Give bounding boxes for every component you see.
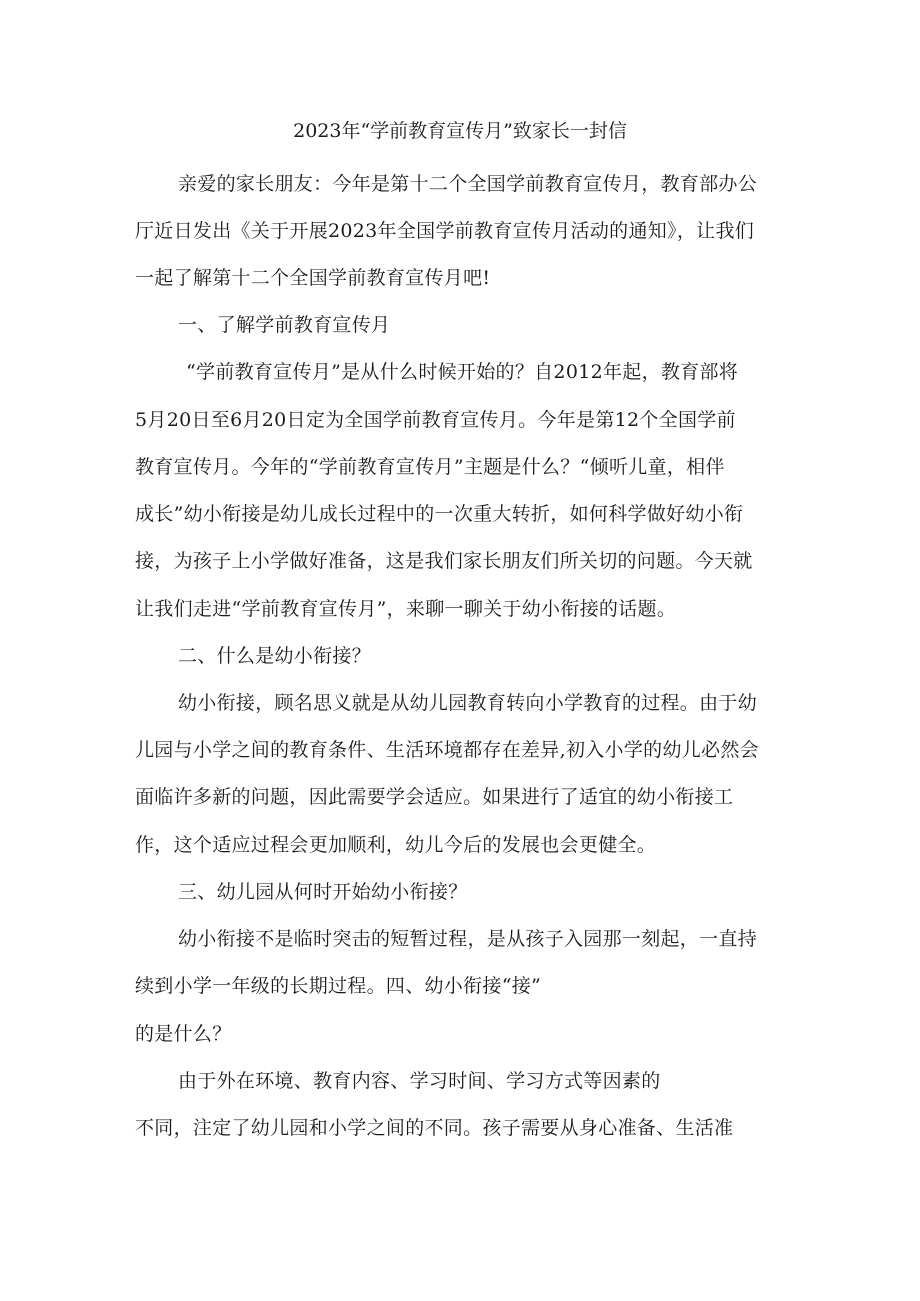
paragraph-line: 5月20日至6月20日定为全国学前教育宣传月。今年是第12个全国学前 xyxy=(135,409,736,431)
paragraph-line: 厅近日发出《关于开展2023年全国学前教育宣传月活动的通知》，让我们 xyxy=(135,220,755,242)
section-heading: 二、什么是幼小衔接？ xyxy=(178,645,372,667)
section-heading: 一、了解学前教育宣传月 xyxy=(178,314,391,336)
paragraph-line: 一起了解第十二个全国学前教育宣传月吧! xyxy=(135,267,491,289)
paragraph-line: 教育宣传月。今年的“学前教育宣传月”主题是什么？“倾听儿童，相伴 xyxy=(135,456,725,478)
paragraph-line: 幼小衔接不是临时突击的短暂过程，是从孩子入园那一刻起，一直持 xyxy=(178,928,758,950)
paragraph-line: 由于外在环境、教育内容、学习时间、学习方式等因素的 xyxy=(178,1070,661,1092)
paragraph-line: 亲爱的家长朋友：今年是第十二个全国学前教育宣传月，教育部办公 xyxy=(178,173,758,195)
paragraph-line: 作，这个适应过程会更加顺利，幼儿今后的发展也会更健全。 xyxy=(135,834,657,856)
paragraph-line: 的是什么？ xyxy=(135,1023,232,1045)
paragraph-line: 续到小学一年级的长期过程。四、幼小衔接“接” xyxy=(135,975,542,997)
paragraph-line: 面临许多新的问题，因此需要学会适应。如果进行了适宜的幼小衔接工 xyxy=(135,786,734,808)
paragraph-line: 接，为孩子上小学做好准备，这是我们家长朋友们所关切的问题。今天就 xyxy=(135,550,753,572)
document-title: 2023年“学前教育宣传月”致家长一封信 xyxy=(293,120,627,142)
section-heading: 三、幼儿园从何时开始幼小衔接？ xyxy=(178,881,468,903)
paragraph-line: 幼小衔接，顾名思义就是从幼儿园教育转向小学教育的过程。由于幼 xyxy=(178,692,758,714)
paragraph-line: 儿园与小学之间的教育条件、生活环境都存在差异,初入小学的幼儿必然会 xyxy=(135,739,759,761)
paragraph-line: 成长”幼小衔接是幼儿成长过程中的一次重大转折，如何科学做好幼小衔 xyxy=(135,503,744,525)
paragraph-line: 不同，注定了幼儿园和小学之间的不同。孩子需要从身心准备、生活准 xyxy=(135,1117,734,1139)
paragraph-line: 让我们走进“学前教育宣传月”，来聊一聊关于幼小衔接的话题。 xyxy=(135,598,677,620)
paragraph-line: “学前教育宣传月”是从什么时候开始的？自2012年起，教育部将 xyxy=(186,361,739,383)
